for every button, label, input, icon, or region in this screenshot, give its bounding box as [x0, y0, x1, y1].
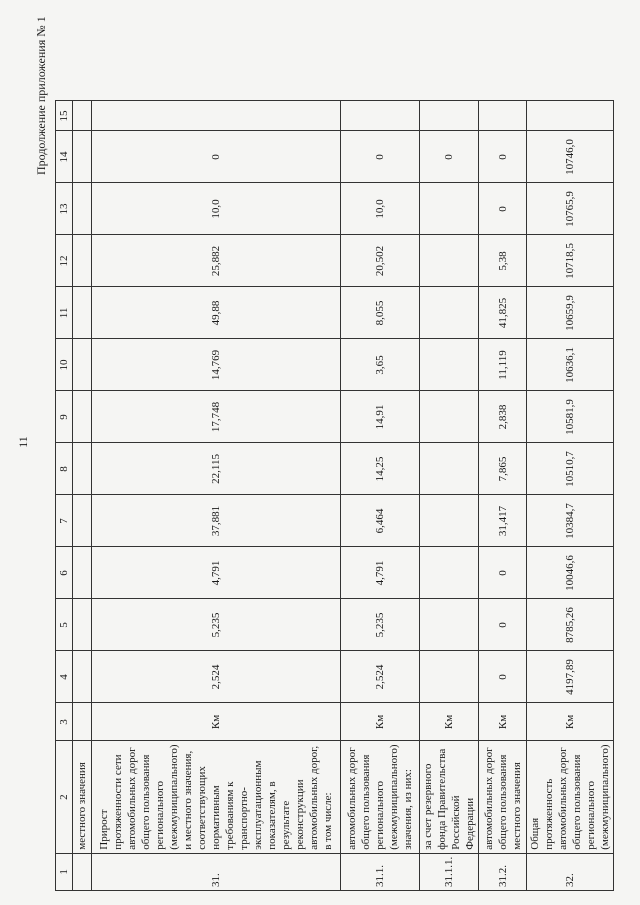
row-code: 32. [527, 853, 614, 890]
header-cell: 15 [56, 101, 73, 131]
value-cell: 3,65 [341, 339, 420, 391]
value-cell [420, 599, 479, 651]
table-row [479, 101, 527, 891]
value-cell: 10636,1 [527, 339, 614, 391]
value-cell: 5,235 [92, 599, 341, 651]
value-cell [420, 287, 479, 339]
value-cell: 10510,7 [527, 443, 614, 495]
header-cell: 5 [56, 599, 73, 651]
value-cell [420, 235, 479, 287]
table-row [73, 101, 92, 891]
row-unit: Км [527, 703, 614, 741]
row-unit: Км [479, 703, 527, 741]
value-cell: 0 [479, 599, 527, 651]
table-row [420, 101, 479, 891]
header-cell: 14 [56, 131, 73, 183]
value-cell: 49,88 [92, 287, 341, 339]
value-cell: 10746,0 [527, 131, 614, 183]
page-number: 11 [16, 436, 30, 448]
row-code: 31.1.1. [420, 853, 479, 890]
value-cell [92, 101, 341, 131]
value-cell [420, 651, 479, 703]
table-row [341, 101, 420, 891]
value-cell: 2,838 [479, 391, 527, 443]
value-cell: 0 [479, 651, 527, 703]
value-cell: 8785,26 [527, 599, 614, 651]
value-cell [420, 547, 479, 599]
value-cell: 2,524 [92, 651, 341, 703]
header-cell: 12 [56, 235, 73, 287]
table-row [527, 101, 614, 891]
row-name: Прирост протяженности сети автомобильных дорог общего пользования регионального (межмуниципального) и местного значения, соответствующих нормативным требованиям к транспортно-эксплуатационным показателям, в результате реконструкции автомобильных дорог, в том числе: [92, 741, 341, 853]
row-name: за счет резервного фонда Правительства Российской Федерации [420, 741, 479, 853]
value-cell: 37,881 [92, 495, 341, 547]
value-cell: 14,769 [92, 339, 341, 391]
value-cell: 10046,6 [527, 547, 614, 599]
value-cell: 22,115 [92, 443, 341, 495]
value-cell [420, 391, 479, 443]
row-name: автомобильных дорог общего пользования местного значения [479, 741, 527, 853]
value-cell: 4,791 [92, 547, 341, 599]
value-cell [527, 101, 614, 131]
value-cell: 11,119 [479, 339, 527, 391]
value-cell: 10384,7 [527, 495, 614, 547]
value-cell: 6,464 [341, 495, 420, 547]
header-cell: 6 [56, 547, 73, 599]
value-cell: 8,055 [341, 287, 420, 339]
header-cell: 10 [56, 339, 73, 391]
value-cell [479, 101, 527, 131]
value-cell [420, 101, 479, 131]
table-row [92, 101, 341, 891]
row-name: Общая протяженность автомобильных дорог общего пользования регионального (межмуниципального) [527, 741, 614, 853]
value-cell [420, 495, 479, 547]
value-cell: 10,0 [341, 183, 420, 235]
value-cell: 5,235 [341, 599, 420, 651]
value-cell: 41,825 [479, 287, 527, 339]
header-cell: 13 [56, 183, 73, 235]
value-cell: 0 [479, 547, 527, 599]
header-cell: 2 [56, 741, 73, 853]
value-cell: 0 [92, 131, 341, 183]
value-cell: 10581,9 [527, 391, 614, 443]
value-cell: 0 [341, 131, 420, 183]
value-cell: 10765,9 [527, 183, 614, 235]
indicator-table [55, 100, 614, 891]
value-cell: 10659,9 [527, 287, 614, 339]
value-cell: 2,524 [341, 651, 420, 703]
row-code: 31. [92, 853, 341, 890]
value-cell [420, 443, 479, 495]
value-cell: 14,91 [341, 391, 420, 443]
row-code: 31.1. [341, 853, 420, 890]
value-cell: 31,417 [479, 495, 527, 547]
value-cell: 25,882 [92, 235, 341, 287]
value-cell: 10718,5 [527, 235, 614, 287]
header-cell: 1 [56, 853, 73, 890]
value-cell: 17,748 [92, 391, 341, 443]
value-cell [420, 183, 479, 235]
value-cell: 10,0 [92, 183, 341, 235]
value-cell: 5,38 [479, 235, 527, 287]
value-cell: 14,25 [341, 443, 420, 495]
row-unit: Км [92, 703, 341, 741]
header-cell: 11 [56, 287, 73, 339]
header-cell: 8 [56, 443, 73, 495]
header-cell: 4 [56, 651, 73, 703]
value-cell [420, 339, 479, 391]
value-cell: 20,502 [341, 235, 420, 287]
header-cell: 3 [56, 703, 73, 741]
section-continuation: местного значения [73, 741, 92, 853]
row-code: 31.2. [479, 853, 527, 890]
value-cell: 4,791 [341, 547, 420, 599]
value-cell: 7,865 [479, 443, 527, 495]
table-header-row [56, 101, 73, 891]
row-unit: Км [341, 703, 420, 741]
value-cell: 0 [420, 131, 479, 183]
appendix-continuation-note: Продолжение приложения № 1 [34, 16, 48, 175]
value-cell: 0 [479, 183, 527, 235]
row-unit: Км [420, 703, 479, 741]
value-cell: 0 [479, 131, 527, 183]
header-cell: 7 [56, 495, 73, 547]
row-name: автомобильных дорог общего пользования регионального (межмуниципального) значения, из них: [341, 741, 420, 853]
value-cell: 4197,89 [527, 651, 614, 703]
value-cell [341, 101, 420, 131]
header-cell: 9 [56, 391, 73, 443]
